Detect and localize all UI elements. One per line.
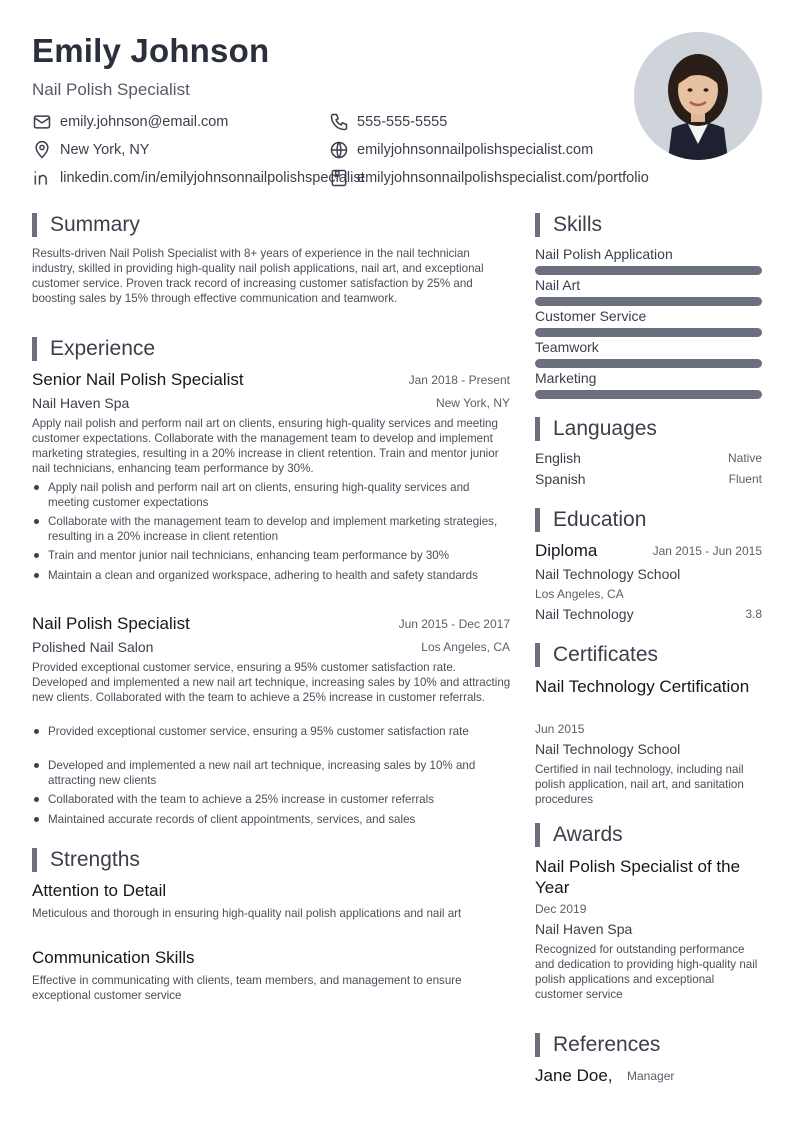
- contact-email[interactable]: [32, 112, 228, 132]
- section-strengths: [32, 847, 140, 873]
- skill-name: Teamwork: [535, 339, 599, 355]
- skill-level-bar: [535, 328, 762, 337]
- education-gpa: 3.8: [745, 607, 762, 621]
- skill-level-bar: [535, 359, 762, 368]
- certificate-title: Nail Technology Certification: [535, 677, 750, 696]
- email-text: emily.johnson@email.com: [60, 114, 229, 130]
- skill-name: Marketing: [535, 370, 597, 386]
- job-description: Provided exceptional customer service, ensuring a 95% customer satisfaction rate. Developed and implemented a new nail art technique, increasing sales by 10% and attracting new clients. Collaborated with the team to achieve a 25% increase in customer referrals.: [32, 661, 511, 704]
- section-title: Awards: [553, 823, 623, 846]
- job-bullet: Train and mentor junior nail technicians, enhancing team performance by 30%: [32, 548, 510, 563]
- education-school: Nail Technology School: [535, 566, 681, 582]
- location-text: New York, NY: [60, 142, 150, 158]
- language-level: Fluent: [728, 472, 762, 486]
- job-bullet: Developed and implemented a new nail art technique, increasing sales by 10% and attracting new clients: [32, 758, 510, 788]
- section-title: Education: [553, 508, 647, 531]
- award-title: Nail Polish Specialist of the Year: [535, 857, 741, 897]
- candidate-name: Emily Johnson: [32, 32, 270, 69]
- skill-name: Nail Polish Application: [535, 246, 673, 262]
- section-experience: [32, 336, 155, 362]
- job-dates: Jun 2015 - Dec 2017: [398, 617, 510, 631]
- language-name: English: [535, 450, 581, 466]
- skill-level-bar: [535, 297, 762, 306]
- phone-icon: [329, 112, 349, 132]
- section-title: Experience: [50, 337, 156, 360]
- job-description: Apply nail polish and perform nail art on clients, ensuring high-quality services and meeting customer expectations. Collaborate with the management team to develop and implement marketing strategies, resulting in a 20% increase in client retention. Train and mentor junior nail technicians, enhancing team performance by 30%.: [32, 417, 499, 475]
- job-bullet: Maintain a clean and organized workspace, adhering to health and safety standards: [32, 568, 510, 583]
- section-title: Languages: [553, 417, 657, 440]
- job-title: Nail Polish Specialist: [32, 614, 190, 633]
- award-date: Dec 2019: [535, 902, 587, 916]
- strength-title: Attention to Detail: [32, 881, 167, 900]
- reference-name: Jane Doe,: [535, 1066, 613, 1085]
- job-location: Los Angeles, CA: [421, 640, 510, 654]
- section-education: [535, 507, 646, 533]
- section-skills: [535, 212, 602, 238]
- section-title: References: [553, 1033, 661, 1056]
- portfolio-text: emilyjohnsonnailpolishspecialist.com/portfolio: [357, 170, 649, 186]
- strength-description: Effective in communicating with clients, team members, and management to ensure exceptional customer service: [32, 974, 462, 1002]
- job-bullet: Provided exceptional customer service, ensuring a 95% customer satisfaction rate: [32, 724, 510, 739]
- contact-portfolio[interactable]: [329, 168, 649, 188]
- job-location: New York, NY: [435, 396, 510, 410]
- education-degree: Diploma: [535, 541, 598, 560]
- section-title: Certificates: [553, 643, 659, 666]
- reference-role: Manager: [627, 1069, 675, 1083]
- certificate-description: Certified in nail technology, including nail polish application, nail art, and sanitation procedures: [535, 763, 744, 806]
- job-bullet: Collaborate with the management team to develop and implement marketing strategies, resulting in a 20% increase in client retention: [32, 514, 510, 544]
- language-level: Native: [727, 451, 762, 465]
- job-dates: Jan 2018 - Present: [408, 373, 510, 387]
- website-text: emilyjohnsonnailpolishspecialist.com: [357, 142, 594, 158]
- profile-photo: [634, 32, 762, 160]
- strength-title: Communication Skills: [32, 948, 195, 967]
- job-title: Nail Polish Specialist: [32, 80, 190, 99]
- summary-text: Results-driven Nail Polish Specialist with 8+ years of experience in the nail technician industry, skilled in providing high-quality nail polish applications, nail art, and exceptional customer service. Proven track record of increasing customer satisfaction by 25% and boosting sales by 15% through effective communication and teamwork.: [32, 247, 484, 305]
- award-description: Recognized for outstanding performance and dedication to providing high-quality nail polish applications and exceptional customer service: [535, 943, 758, 1001]
- mail-icon: [32, 112, 52, 132]
- company-name: Nail Haven Spa: [32, 395, 130, 411]
- map-pin-icon: [32, 140, 52, 160]
- section-references: [535, 1032, 660, 1058]
- education-field: Nail Technology: [535, 606, 634, 622]
- section-title: Summary: [50, 213, 140, 236]
- portfolio-icon: [329, 168, 349, 188]
- job-title: Senior Nail Polish Specialist: [32, 370, 244, 389]
- contact-phone[interactable]: [329, 112, 447, 132]
- skill-level-bar: [535, 390, 762, 399]
- job-bullet: Apply nail polish and perform nail art on clients, ensuring high-quality services and meeting customer expectations: [32, 480, 510, 510]
- language-name: Spanish: [535, 471, 586, 487]
- section-awards: [535, 822, 623, 848]
- linkedin-icon: [32, 168, 52, 188]
- skill-name: Customer Service: [535, 308, 647, 324]
- section-title: Skills: [553, 213, 603, 236]
- phone-text: 555-555-5555: [357, 114, 448, 130]
- contact-linkedin[interactable]: [32, 168, 365, 188]
- company-name: Polished Nail Salon: [32, 639, 154, 655]
- certificate-issuer: Nail Technology School: [535, 741, 681, 757]
- skill-level-bar: [535, 266, 762, 275]
- section-certificates: [535, 642, 658, 668]
- section-title: Strengths: [50, 848, 140, 871]
- section-languages: [535, 416, 657, 442]
- section-summary: [32, 212, 140, 238]
- job-bullet: Maintained accurate records of client appointments, services, and sales: [32, 812, 510, 827]
- education-dates: Jan 2015 - Jun 2015: [652, 544, 762, 558]
- certificate-date: Jun 2015: [535, 722, 585, 736]
- skill-name: Nail Art: [535, 277, 581, 293]
- linkedin-text: linkedin.com/in/emilyjohnsonnailpolishspecialist: [60, 170, 365, 186]
- contact-website[interactable]: [329, 140, 593, 160]
- award-issuer: Nail Haven Spa: [535, 921, 633, 937]
- contact-location: [32, 140, 149, 160]
- strength-description: Meticulous and thorough in ensuring high-quality nail polish applications and nail art: [32, 907, 462, 920]
- education-location: Los Angeles, CA: [535, 587, 624, 601]
- globe-icon: [329, 140, 349, 160]
- job-bullet: Collaborated with the team to achieve a 25% increase in customer referrals: [32, 792, 510, 807]
